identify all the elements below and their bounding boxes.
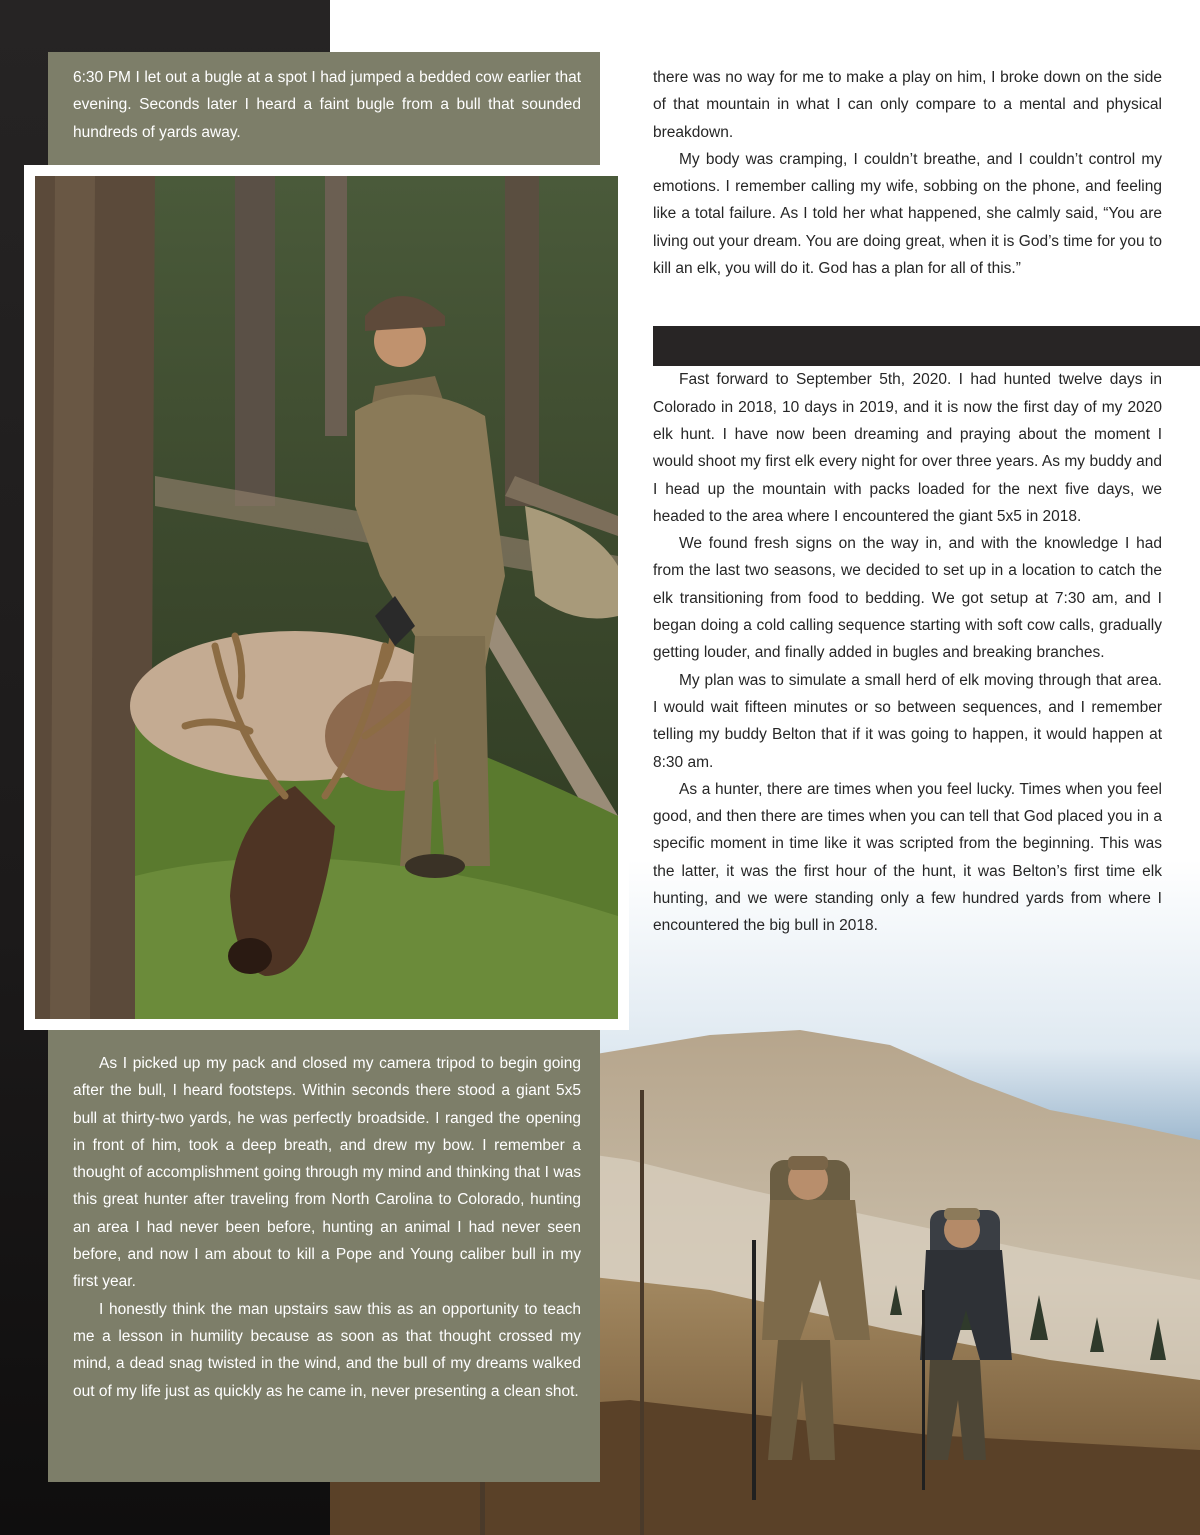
right-paragraph-4: We found fresh signs on the way in, and with the knowledge I had from the last two seasons, we decided to set up in a location to catch the elk transitioning from food to bedding. We got setup at 7:30 am, and I began doing a cold calling sequence starting with soft cow calls, gradually getting louder, and finally added in bugles and breaking branches. [653,535,1162,662]
section-divider-bar [653,326,1200,366]
intro-paragraph: 6:30 PM I let out a bugle at a spot I had jumped a bedded cow earlier that evening. Seconds later I heard a faint bugle from a bull that sounded hundreds of yards away. [73,69,581,141]
article-right-column [653,64,1162,940]
right-paragraph-6: As a hunter, there are times when you feel lucky. Times when you feel good, and then there are times when you can tell that God placed you in a specific moment in time like it was scripted from the beginning. This was the latter, it was the first hour of the hunt, it was Belton’s first time elk hunting, and we were standing only a few hundred yards from where I encountered the big bull in 2018. [653,780,1162,935]
right-paragraph-2: My body was cramping, I couldn’t breathe, and I couldn’t control my emotions. I remember calling my wife, sobbing on the phone, and feeling like a total failure. As I told her what happened, she calmly said, “You are living out your dream. You are doing great, when it is God’s time for you to kill an elk, you will do it. God has a plan for all of this.” [653,150,1162,278]
story-paragraph-2: I honestly think the man upstairs saw this as an opportunity to teach me a lesson in humility because as soon as that thought crossed my mind, a dead snag twisted in the wind, and the bull of my dreams walked out of my life just as quickly as he came in, never presenting a clean shot. [73,1300,581,1400]
intro-text-box [48,52,600,166]
right-paragraph-5: My plan was to simulate a small herd of elk moving through that area. I would wait fifteen minutes or so between sequences, and I remember telling my buddy Belton that if it was going to happen, it would happen at 8:30 am. [653,671,1162,771]
story-text-box [48,1030,600,1482]
story-paragraph-1: As I picked up my pack and closed my camera tripod to begin going after the bull, I heard footsteps. Within seconds there stood a giant 5x5 bull at thirty-two yards, he was perfectly broadside. I ranged the opening in front of him, took a deep breath, and drew my bow. I remember a thought of accomplishment going through my mind and thinking that I was this great hunter after traveling from North Carolina to Colorado, hunting an area I had never been before, hunting an animal I had never seen before, and now I am about to kill a Pope and Young caliber bull in my first year. [73,1055,581,1291]
right-paragraph-1: there was no way for me to make a play on him, I broke down on the side of that mountain in what I can only compare to a mental and physical breakdown. [653,69,1162,141]
elk-photo-frame [24,165,629,1030]
elk-photo [35,176,618,1019]
right-paragraph-3: Fast forward to September 5th, 2020. I had hunted twelve days in Colorado in 2018, 10 days in 2019, and it is now the first day of my 2020 elk hunt. I have now been dreaming and praying about the moment I would shoot my first elk every night for over three years. As my buddy and I head up the mountain with packs loaded for the next five days, we headed to the area where I encountered the giant 5x5 in 2018. [653,371,1162,525]
